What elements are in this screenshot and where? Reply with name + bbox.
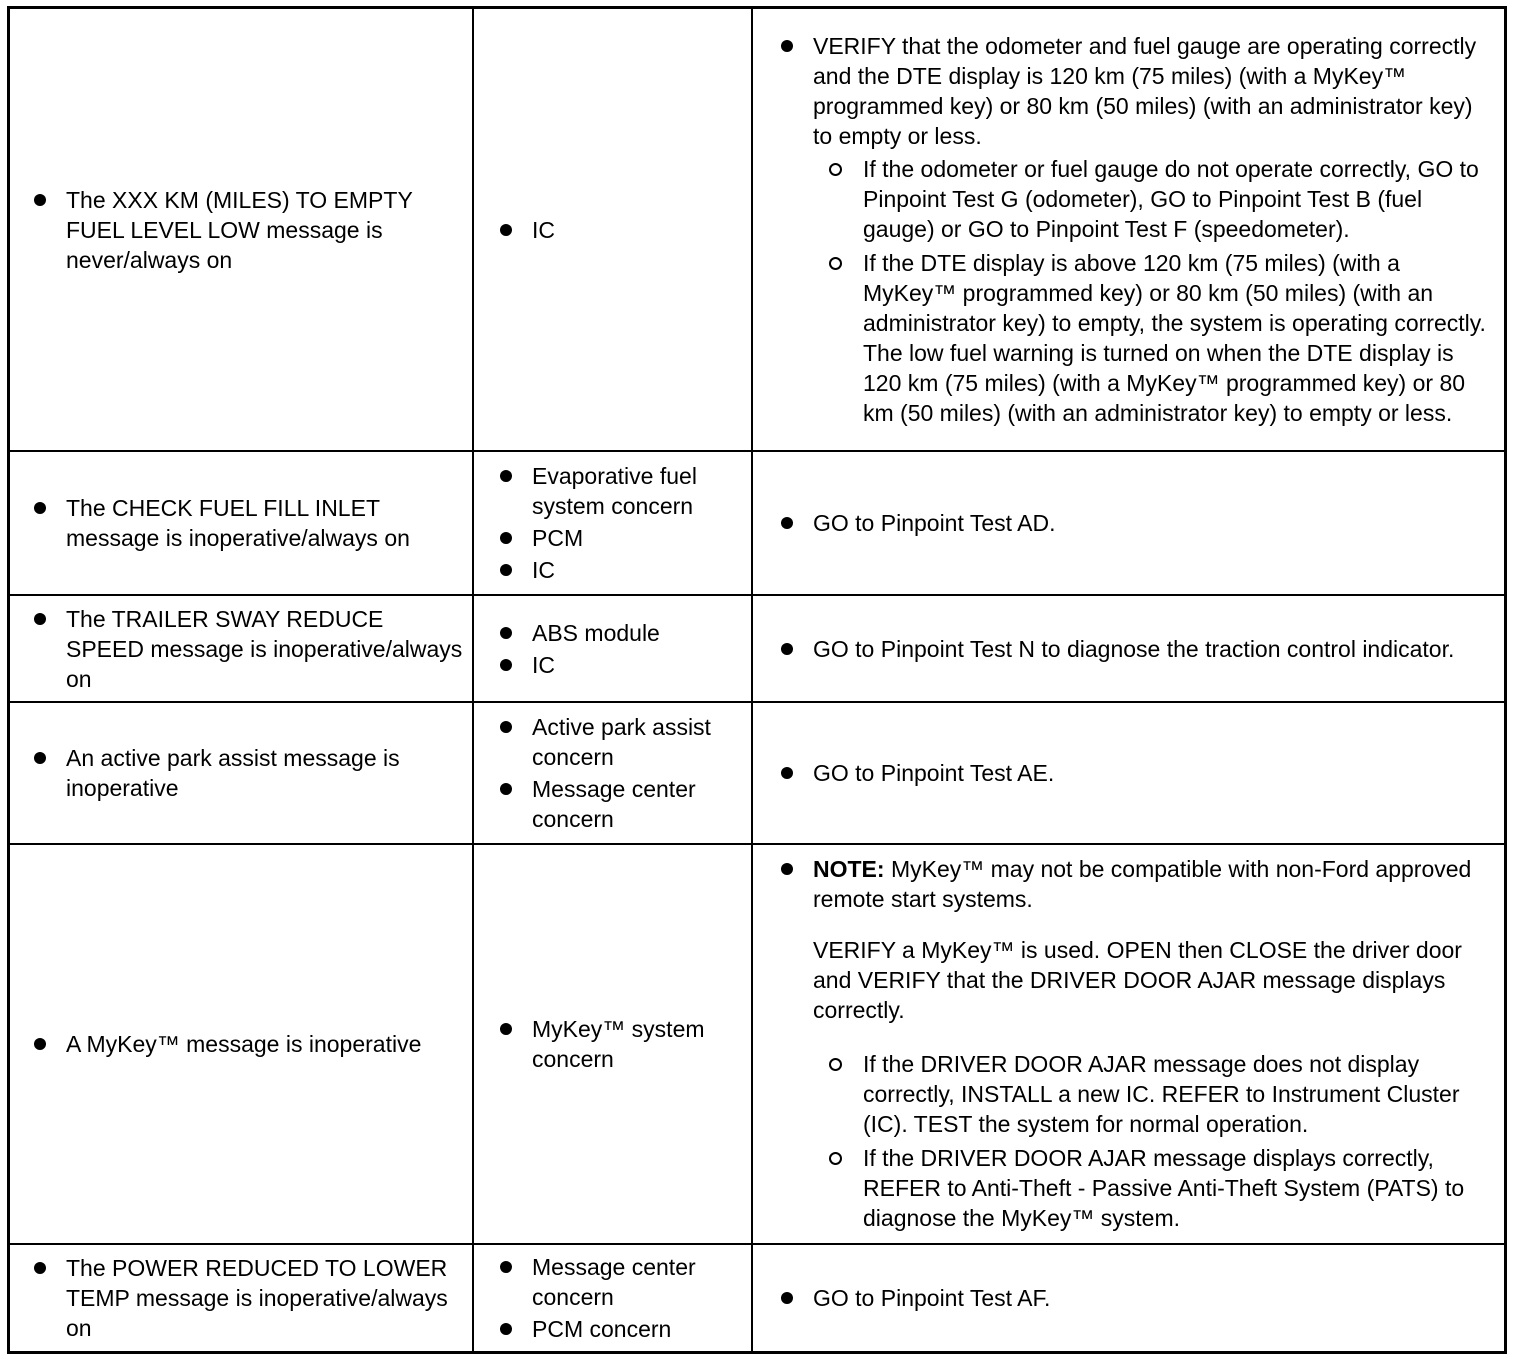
cause-item: IC bbox=[496, 555, 743, 585]
symptom-text: The CHECK FUEL FILL INLET message is inoperative/always on bbox=[30, 493, 464, 553]
cause-cell bbox=[474, 703, 753, 843]
action-sub-item: If the odometer or fuel gauge do not operate correctly, GO to Pinpoint Test G (odometer), GO to Pinpoint Test B (fuel gauge) or GO to Pinpoint Test F (speedometer). bbox=[777, 154, 1494, 244]
note-label: NOTE: bbox=[813, 856, 885, 882]
action-sub-item: If the DTE display is above 120 km (75 miles) (with a MyKey™ programmed key) or 80 km (50 miles) (with an administrator key) to empty, the system is operating correctly. The low fuel warning is turned on when the DTE display is 120 km (75 miles) (with a MyKey™ programmed key) or 80 km (50 miles) (with an administrator key) to empty or less. bbox=[777, 248, 1494, 428]
action-paragraph: VERIFY a MyKey™ is used. OPEN then CLOSE the driver door and VERIFY that the DRIVER DOOR AJAR message displays correctly. bbox=[813, 937, 1462, 1023]
cause-item: MyKey™ system concern bbox=[496, 1014, 743, 1074]
symptom-cell bbox=[10, 845, 474, 1243]
action-cell bbox=[753, 1245, 1504, 1351]
action-cell bbox=[753, 452, 1504, 594]
symptom-text: A MyKey™ message is inoperative bbox=[30, 1029, 464, 1059]
action-text: GO to Pinpoint Test AE. bbox=[777, 758, 1494, 788]
cause-item: IC bbox=[496, 650, 743, 680]
action-sub-item: If the DRIVER DOOR AJAR message displays correctly, REFER to Anti-Theft - Passive Anti-Theft System (PATS) to diagnose the MyKey™ system. bbox=[777, 1143, 1494, 1233]
table-row bbox=[10, 9, 1504, 452]
table-row bbox=[10, 845, 1504, 1245]
symptom-text: An active park assist message is inoperative bbox=[30, 743, 464, 803]
symptom-chart-table bbox=[7, 6, 1507, 1354]
cause-cell bbox=[474, 452, 753, 594]
table-row bbox=[10, 596, 1504, 703]
cause-item: Evaporative fuel system concern bbox=[496, 461, 743, 521]
action-cell bbox=[753, 596, 1504, 701]
symptom-cell bbox=[10, 703, 474, 843]
cause-item: Active park assist concern bbox=[496, 712, 743, 772]
symptom-cell bbox=[10, 452, 474, 594]
cause-item: PCM bbox=[496, 523, 743, 553]
cause-cell bbox=[474, 596, 753, 701]
symptom-cell bbox=[10, 596, 474, 701]
table-row bbox=[10, 1245, 1504, 1351]
note-text: MyKey™ may not be compatible with non-Ford approved remote start systems. bbox=[813, 856, 1472, 912]
cause-item: Message center concern bbox=[496, 774, 743, 834]
note-item bbox=[777, 854, 1494, 914]
action-cell bbox=[753, 9, 1504, 450]
action-cell bbox=[753, 703, 1504, 843]
symptom-cell bbox=[10, 1245, 474, 1351]
symptom-text: The POWER REDUCED TO LOWER TEMP message is inoperative/always on bbox=[30, 1253, 464, 1343]
action-text: VERIFY that the odometer and fuel gauge are operating correctly and the DTE display is 120 km (75 miles) (with a MyKey™ programmed key) or 80 km (50 miles) (with an administrator key) to empty or less. bbox=[777, 31, 1494, 151]
action-sub-item: If the DRIVER DOOR AJAR message does not display correctly, INSTALL a new IC. REFER to Instrument Cluster (IC). TEST the system for normal operation. bbox=[777, 1049, 1494, 1139]
action-text: GO to Pinpoint Test AF. bbox=[777, 1283, 1494, 1313]
cause-cell bbox=[474, 9, 753, 450]
table-row bbox=[10, 452, 1504, 596]
cause-item: PCM concern bbox=[496, 1314, 743, 1344]
symptom-text: The XXX KM (MILES) TO EMPTY FUEL LEVEL LOW message is never/always on bbox=[30, 185, 464, 275]
action-cell bbox=[753, 845, 1504, 1243]
cause-item: Message center concern bbox=[496, 1252, 743, 1312]
symptom-cell bbox=[10, 9, 474, 450]
action-text: GO to Pinpoint Test AD. bbox=[777, 508, 1494, 538]
action-text: GO to Pinpoint Test N to diagnose the traction control indicator. bbox=[777, 634, 1494, 664]
cause-item: IC bbox=[496, 215, 743, 245]
symptom-text: The TRAILER SWAY REDUCE SPEED message is inoperative/always on bbox=[30, 604, 464, 694]
cause-cell bbox=[474, 845, 753, 1243]
table-row bbox=[10, 703, 1504, 845]
cause-cell bbox=[474, 1245, 753, 1351]
cause-item: ABS module bbox=[496, 618, 743, 648]
